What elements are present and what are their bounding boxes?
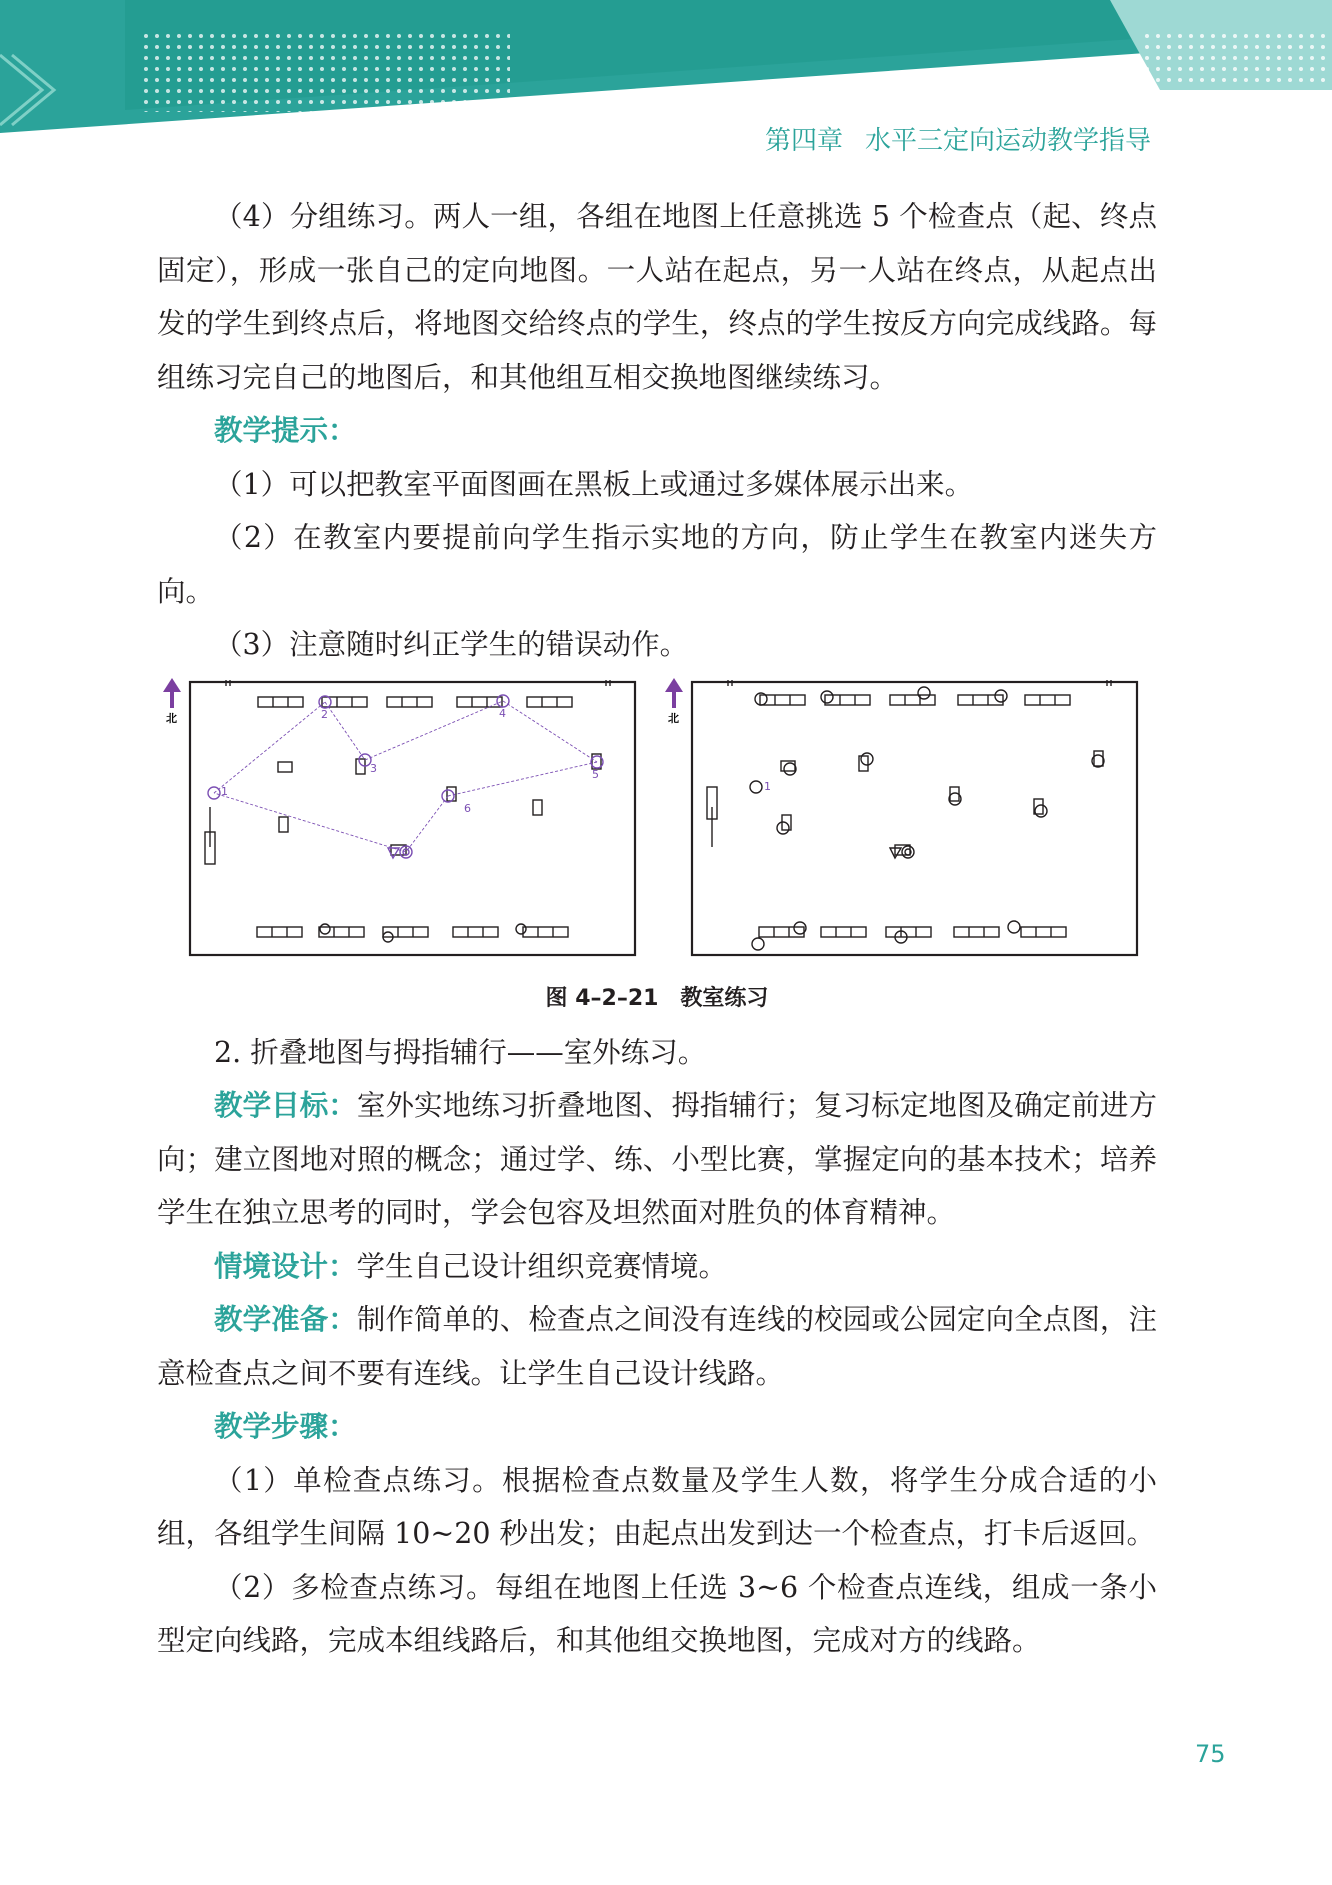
classroom-maps bbox=[157, 672, 1157, 972]
left-classroom-map bbox=[190, 680, 635, 955]
teaching-goal bbox=[157, 1079, 1157, 1240]
tips-heading-label: 教学提示： bbox=[214, 414, 357, 447]
left-control-4: 4 bbox=[499, 706, 506, 720]
prep-label: 教学准备： bbox=[214, 1303, 357, 1336]
scenario-label: 情境设计： bbox=[214, 1249, 357, 1283]
chapter-number: 第四章 bbox=[764, 126, 843, 156]
page-body bbox=[157, 190, 1157, 1668]
teaching-prep bbox=[157, 1293, 1157, 1400]
page-number: 75 bbox=[1195, 1740, 1226, 1768]
chapter-title: 水平三定向运动教学指导 bbox=[864, 126, 1151, 156]
section-2-heading: 2. 折叠地图与拇指辅行——室外练习。 bbox=[214, 1035, 707, 1069]
tips-heading bbox=[157, 404, 1157, 458]
steps-heading bbox=[157, 1400, 1157, 1454]
scenario-design bbox=[157, 1240, 1157, 1294]
north-label-right: 北 bbox=[668, 711, 679, 725]
left-control-5: 5 bbox=[592, 767, 599, 781]
step-1: （1）单检查点练习。根据检查点数量及学生人数，将学生分成合适的小组，各组学生间隔 10~20 秒出发；由起点出发到达一个检查点，打卡后返回。 bbox=[157, 1463, 1157, 1550]
scenario-text: 学生自己设计组织竞赛情境。 bbox=[356, 1249, 728, 1283]
header-banner bbox=[0, 0, 1332, 140]
north-label-left: 北 bbox=[166, 711, 177, 725]
right-control-1: 1 bbox=[764, 779, 771, 793]
north-arrow-icon-right bbox=[665, 678, 683, 708]
paragraph-group-practice: （4）分组练习。两人一组，各组在地图上任意挑选 5 个检查点（起、终点固定），形成一张自己的定向地图。一人站在起点，另一人站在终点，从起点出发的学生到终点后，将地图交给终点的学生，终点的学生按反方向完成线路。每组练习完自己的地图后，和其他组互相交换地图继续练习。 bbox=[157, 200, 1157, 394]
left-control-3: 3 bbox=[370, 761, 377, 775]
goal-label: 教学目标： bbox=[214, 1089, 357, 1122]
figure-caption: 图 4–2–21 教室练习 bbox=[545, 985, 769, 1011]
left-control-6: 6 bbox=[464, 801, 471, 815]
right-classroom-map bbox=[692, 680, 1137, 955]
chapter-header bbox=[765, 120, 1151, 157]
tip-2: （2）在教室内要提前向学生指示实地的方向，防止学生在教室内迷失方向。 bbox=[157, 521, 1157, 608]
prep-text: 制作简单的、检查点之间没有连线的校园或公园定向全点图，注意检查点之间不要有连线。让学生自己设计线路。 bbox=[157, 1303, 1157, 1390]
left-control-1: 1 bbox=[221, 784, 228, 798]
step-2: （2）多检查点练习。每组在地图上任选 3~6 个检查点连线，组成一条小型定向线路，完成本组线路后，和其他组交换地图，完成对方的线路。 bbox=[157, 1570, 1157, 1657]
tip-3: （3）注意随时纠正学生的错误动作。 bbox=[214, 628, 689, 661]
left-control-2: 2 bbox=[321, 707, 328, 721]
steps-heading-label: 教学步骤： bbox=[214, 1410, 357, 1443]
goal-text: 室外实地练习折叠地图、拇指辅行；复习标定地图及确定前进方向；建立图地对照的概念；通过学、练、小型比赛，掌握定向的基本技术；培养学生在独立思考的同时，学会包容及坦然面对胜负的体育精神。 bbox=[157, 1089, 1157, 1229]
classroom-figure bbox=[157, 672, 1157, 972]
north-arrow-icon bbox=[163, 678, 181, 708]
tip-1: （1）可以把教室平面图画在黑板上或通过多媒体展示出来。 bbox=[214, 467, 974, 501]
